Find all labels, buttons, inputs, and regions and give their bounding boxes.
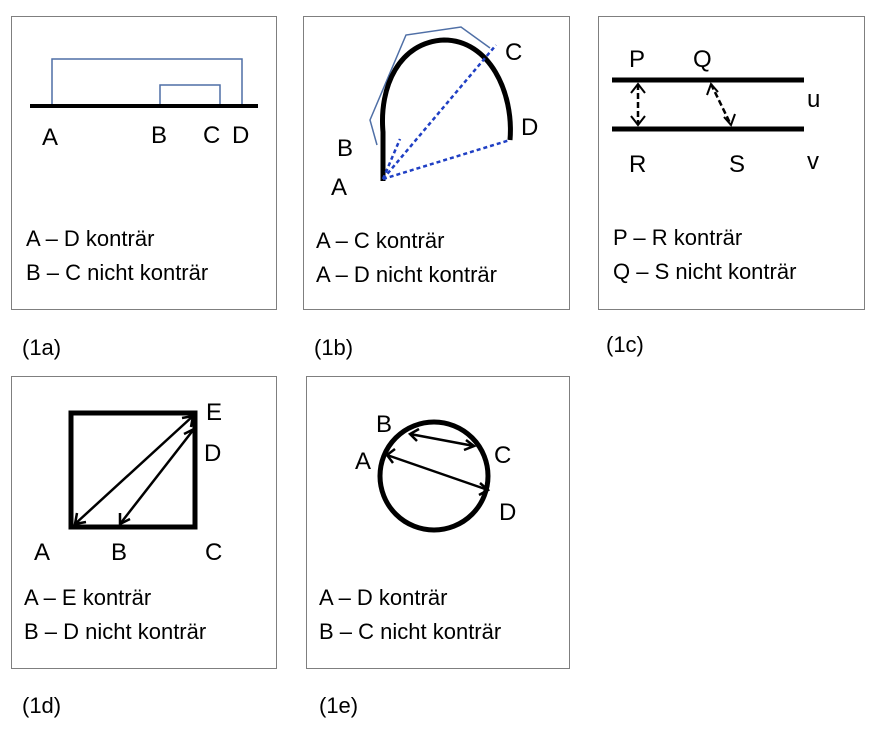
point-c-label: C	[505, 39, 523, 66]
relation-line-1: A – E konträr	[24, 585, 152, 610]
point-a-label: A	[331, 174, 348, 201]
inner-bracket-b-c	[160, 85, 220, 105]
caption-1e: (1e)	[319, 693, 359, 718]
point-c-label: C	[203, 122, 221, 149]
arrow-b-c	[410, 434, 474, 446]
point-d-label: D	[521, 114, 539, 141]
panel-1b	[303, 16, 570, 310]
point-b-label: B	[337, 135, 354, 162]
relation-line-2: Q – S nicht konträr	[613, 259, 797, 284]
line-v-label: v	[807, 148, 819, 175]
dashed-q-s	[711, 84, 731, 125]
relation-line-1: P – R konträr	[613, 225, 743, 250]
relation-line-1: A – C konträr	[316, 228, 445, 253]
relation-line-2: B – C nicht konträr	[319, 619, 502, 644]
point-c-label: C	[494, 442, 512, 469]
point-b-label: B	[151, 122, 168, 149]
point-a-label: A	[355, 448, 372, 475]
arrow-a-d	[387, 455, 488, 490]
point-b-label: B	[376, 411, 393, 438]
point-s-label: S	[729, 151, 746, 178]
line-u-label: u	[807, 86, 821, 113]
relation-line-2: B – D nicht konträr	[24, 619, 207, 644]
panel-1d	[11, 376, 277, 669]
caption-1b: (1b)	[314, 335, 354, 360]
caption-1d: (1d)	[22, 693, 62, 718]
panel-1a	[11, 16, 277, 310]
point-q-label: Q	[693, 46, 712, 73]
point-d-label: D	[204, 440, 222, 467]
caption-1a: (1a)	[22, 335, 62, 360]
point-a-label: A	[34, 539, 51, 566]
panel-1c	[598, 16, 865, 310]
point-p-label: P	[629, 46, 646, 73]
point-d-label: D	[232, 122, 250, 149]
point-r-label: R	[629, 151, 647, 178]
point-e-label: E	[206, 399, 223, 426]
relation-line-1: A – D konträr	[26, 226, 155, 251]
panel-1e	[306, 376, 570, 669]
point-c-label: C	[205, 539, 223, 566]
point-d-label: D	[499, 499, 517, 526]
outer-bracket-a-d	[52, 59, 242, 105]
arrow-b-d	[120, 429, 194, 524]
dotted-a-b	[383, 139, 400, 179]
point-a-label: A	[42, 124, 59, 151]
caption-1c: (1c)	[606, 332, 644, 357]
relation-line-1: A – D konträr	[319, 585, 448, 610]
point-b-label: B	[111, 539, 128, 566]
relation-line-2: B – C nicht konträr	[26, 260, 209, 285]
relation-line-2: A – D nicht konträr	[316, 262, 497, 287]
dotted-a-d	[383, 140, 510, 179]
